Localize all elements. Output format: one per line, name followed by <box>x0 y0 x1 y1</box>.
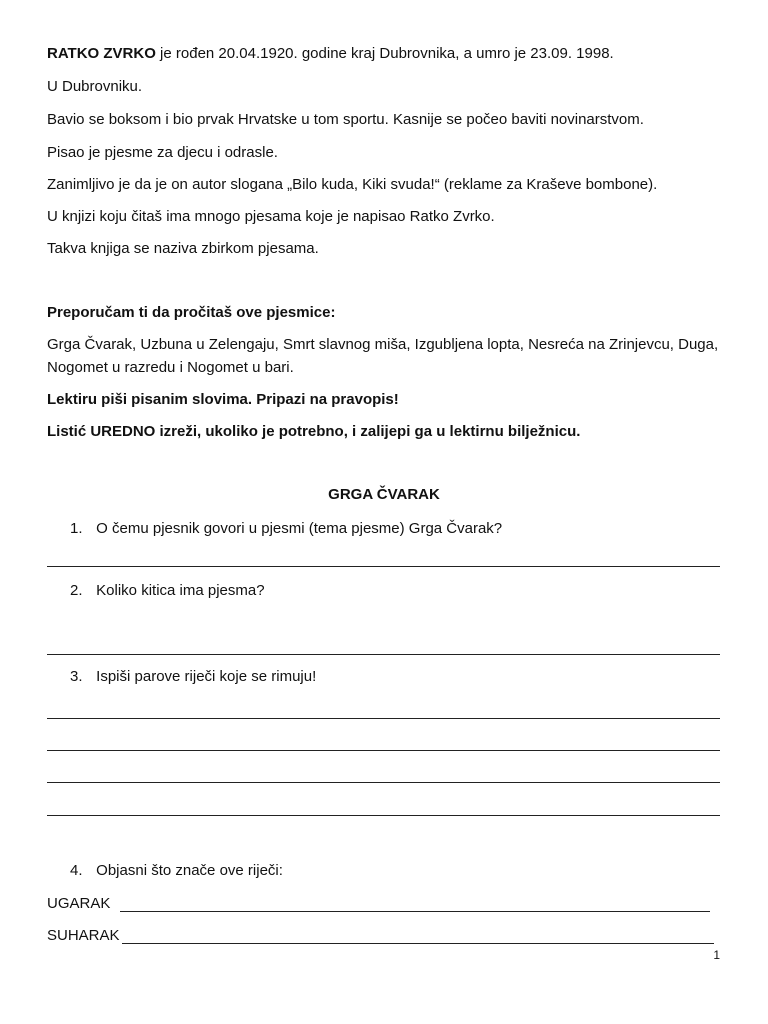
word-label-suharak: SUHARAK <box>47 927 120 944</box>
question-text: Koliko kitica ima pjesma? <box>96 582 265 599</box>
question-2 <box>70 582 265 599</box>
page-number: 1 <box>713 948 720 962</box>
intro-line-7: Takva knjiga se naziva zbirkom pjesama. <box>47 240 319 257</box>
worksheet-title: GRGA ČVARAK <box>328 486 440 503</box>
instruction-1: Lektiru piši pisanim slovima. Pripazi na pravopis! <box>47 391 399 408</box>
answer-line[interactable] <box>47 782 720 783</box>
intro-line-1 <box>47 42 614 65</box>
recommend-list: Grga Čvarak, Uzbuna u Zelengaju, Smrt slavnog miša, Izgubljena lopta, Nesreća na Zrinjevcu, Duga, Nogomet u razredu i Nogomet u bari. <box>47 336 719 376</box>
intro-line-3: Bavio se boksom i bio prvak Hrvatske u tom sportu. Kasnije se počeo baviti novinarstvom. <box>47 111 644 128</box>
intro-line-4: Pisao je pjesme za djecu i odrasle. <box>47 144 278 161</box>
intro-line-5: Zanimljivo je da je on autor slogana „Bilo kuda, Kiki svuda!“ (reklame za Kraševe bombone). <box>47 176 658 193</box>
question-3 <box>70 668 316 685</box>
answer-line[interactable] <box>47 654 720 655</box>
word-answer-line[interactable] <box>120 911 710 912</box>
question-text: Objasni što znače ove riječi: <box>96 862 283 879</box>
question-number: 4. <box>70 862 83 879</box>
answer-line[interactable] <box>47 750 720 751</box>
question-text: O čemu pjesnik govori u pjesmi (tema pjesme) Grga Čvarak? <box>96 520 503 537</box>
question-number: 2. <box>70 582 83 599</box>
answer-line[interactable] <box>47 718 720 719</box>
intro-line-6: U knjizi koju čitaš ima mnogo pjesama koje je napisao Ratko Zvrko. <box>47 208 495 225</box>
intro-line-2: U Dubrovniku. <box>47 78 143 95</box>
question-number: 1. <box>70 520 83 537</box>
author-name: RATKO ZVRKO <box>47 45 156 62</box>
recommend-heading: Preporučam ti da pročitaš ove pjesmice: <box>47 304 336 321</box>
answer-line[interactable] <box>47 815 720 816</box>
question-4 <box>70 862 283 879</box>
answer-line[interactable] <box>47 566 720 567</box>
question-number: 3. <box>70 668 83 685</box>
intro-line-1-text: je rođen 20.04.1920. godine kraj Dubrovnika, a umro je 23.09. 1998. <box>155 45 614 62</box>
word-label-ugarak: UGARAK <box>47 895 111 912</box>
question-1 <box>70 520 502 537</box>
word-answer-line[interactable] <box>122 943 714 944</box>
instruction-2: Listić UREDNO izreži, ukoliko je potrebno, i zalijepi ga u lektirnu bilježnicu. <box>47 423 581 440</box>
question-text: Ispiši parove riječi koje se rimuju! <box>96 668 317 685</box>
